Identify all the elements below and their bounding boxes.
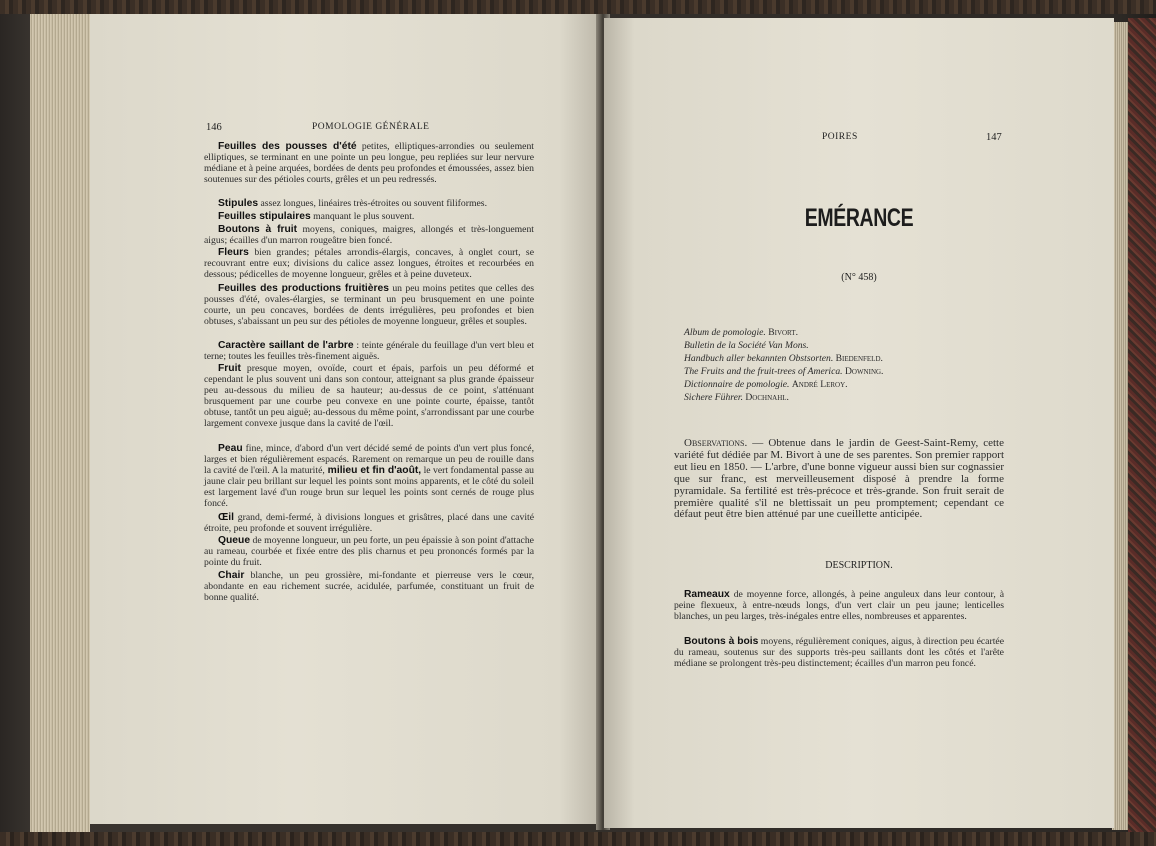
paragraph-chair: Chair blanche, un peu grossière, mi-fondante et pierreuse vers le cœur, abondante en eau richement sucrée, acidulée, parfumée, constituant un fruit de bonne qualité.: [204, 570, 534, 603]
reference-item: Sichere Führer. Dochnahl.: [684, 392, 789, 403]
paragraph-stipules: Stipules assez longues, linéaires très-étroites ou souvent filiformes.: [218, 198, 488, 209]
paragraph-queue: Queue de moyenne longueur, un peu forte, un peu épaissie à son point d'attache au rameau, courbée et fixée entre des plis charnus et peu prononcés formés par la pointe du fruit.: [204, 535, 534, 568]
reference-item: Bulletin de la Société Van Mons.: [684, 340, 809, 351]
book-cover-bottom: [0, 832, 1156, 846]
paragraph-peau: Peau fine, mince, d'abord d'un vert décidé semé de points d'un vert plus foncé, larges et bien régulièrement espacés. Rarement on remarque un peu de rouille dans la cavité de l'œil. A la maturité, milieu et fin d'août, le vert fondamental passe au jaune clair peu brillant sur lequel les points sont moins apparents, et le côté du soleil est largement lavé d'un rouge brun sur lequel les points sont cernés de rouge plus foncé.: [204, 443, 534, 509]
right-page-number: 147: [986, 132, 1002, 143]
paragraph-feuilles-stipulaires: Feuilles stipulaires manquant le plus souvent.: [218, 211, 415, 222]
reference-item: Handbuch aller bekannten Obstsorten. Biedenfeld.: [684, 353, 883, 364]
paragraph-oeil: Œil grand, demi-fermé, à divisions longues et grisâtres, placé dans une cavité étroite, peu profonde et souvent irrégulière.: [204, 512, 534, 534]
right-running-head: POIRES: [822, 132, 858, 142]
reference-item: Dictionnaire de pomologie. André Leroy.: [684, 379, 848, 390]
left-page-number: 146: [206, 122, 222, 133]
paragraph-rameaux: Rameaux de moyenne force, allongés, à peine anguleux dans leur contour, à peine flexueux, à entre-nœuds longs, d'un vert clair un peu jaune; lenticelles blanches, un peu larges, très-inégales entre elles, nombreuses et apparentes.: [674, 589, 1004, 622]
paragraph-feuilles-productions: Feuilles des productions fruitières un peu moins petites que celles des pousses d'été, ovales-élargies, se terminant un peu brusquement en une pointe courte, un peu concaves, bordées de dents irrégulières, peu profondes et bien obtuses, s'abaissant un peu sur des pétioles de moyenne longueur, grêles et souples.: [204, 283, 534, 327]
left-page-edges: [30, 14, 90, 832]
reference-item: The Fruits and the fruit-trees of America. Downing.: [684, 366, 884, 377]
left-page: [90, 14, 600, 824]
paragraph-fleurs: Fleurs bien grandes; pétales arrondis-élargis, concaves, à onglet court, se recouvrant entre eux; divisions du calice assez longues, étroites et recourbées en dessous; pédicelles de moyenne longueur, grêles et à peine duveteux.: [204, 247, 534, 280]
paragraph-boutons-fruit: Boutons à fruit moyens, coniques, maigres, allongés et très-longuement aigus; écailles d'un marron rougeâtre bien foncé.: [204, 224, 534, 246]
variety-title: EMÉRANCE: [804, 204, 914, 232]
paragraph-feuilles-pousses: Feuilles des pousses d'été petites, elliptiques-arrondies ou seulement elliptiques, se terminant en une pointe un peu longue, peu repliées sur leur nervure médiane et à peine arquées, bordées de dents peu profondes et émoussées, assez bien soutenues sur des pétioles courts, grêles et un peu redressés.: [204, 141, 534, 185]
left-running-head: POMOLOGIE GÉNÉRALE: [312, 122, 430, 132]
right-page: [604, 18, 1114, 828]
observations-paragraph: Observations. — Obtenue dans le jardin de Geest-Saint-Remy, cette variété fut dédiée par M. Bivort à une de ses parentes. Son premier rapport eut lieu en 1850. — L'arbre, d'une bonne vigueur aussi bien sur cognassier que sur franc, est merveilleusement disposé à prendre la forme pyramidale. Sa fertilité est très-précoce et très-grande. Son fruit serait de première qualité s'il ne blettissait un peu promptement; cependant ce défaut peut être bien atténué par une cueillette anticipée.: [674, 437, 1004, 521]
variety-number: (N° 458): [841, 272, 877, 283]
reference-item: Album de pomologie. Bivort.: [684, 327, 798, 338]
book-cover-top: [0, 0, 1156, 14]
marbled-cover: [1128, 18, 1156, 832]
description-heading: DESCRIPTION.: [825, 560, 893, 571]
right-page-edges: [1112, 22, 1128, 830]
paragraph-caractere: Caractère saillant de l'arbre : teinte générale du feuillage d'un vert bleu et terne; toutes les feuilles très-finement aiguës.: [204, 340, 534, 362]
paragraph-boutons-bois: Boutons à bois moyens, régulièrement coniques, aigus, à direction peu écartée du rameau, soutenus sur des supports très-peu saillants dont les côtés et l'arête médiane se prolongent très-peu distinctement; écailles d'un marron peu foncé.: [674, 636, 1004, 669]
paragraph-fruit: Fruit presque moyen, ovoïde, court et épais, parfois un peu déformé et cependant le plus souvent uni dans son contour, atteignant sa plus grande épaisseur peu au-dessous du milieu de sa hauteur; au-dessus de ce point, s'atténuant brusquement par une courbe peu convexe en une pointe courte, épaisse, tantôt obtuse, tantôt un peu aiguë; au-dessous du même point, s'arrondissant par une courbe largement convexe jusque dans la cavité de l'œil.: [204, 363, 534, 429]
